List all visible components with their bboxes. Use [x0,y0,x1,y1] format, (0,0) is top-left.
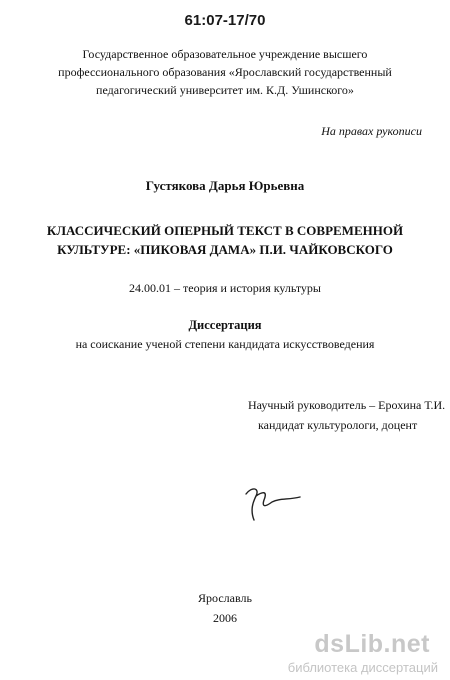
institution-block [0,45,450,99]
specialty-code: 24.00.01 – теория и история культуры [129,281,321,295]
rights-note: На правах рукописи [321,124,422,138]
city: Ярославль [198,591,252,605]
institution-line: профессионального образования «Ярославский государственный [58,65,392,79]
author-name: Густякова Дарья Юрьевна [145,178,305,193]
registry-code: 61:07-17/70 [184,12,266,29]
advisor-line: Научный руководитель – Ерохина Т.И. [248,398,446,412]
degree-line: на соискание ученой степени кандидата искусствоведения [75,337,375,351]
dissertation-title [0,221,450,259]
title-line: КУЛЬТУРЕ: «ПИКОВАЯ ДАМА» П.И. ЧАЙКОВСКОГО [57,242,393,257]
watermark-subtitle: библиотека диссертаций [287,660,438,675]
title-line: КЛАССИЧЕСКИЙ ОПЕРНЫЙ ТЕКСТ В СОВРЕМЕННОЙ [46,223,404,238]
watermark-logo: dsLib.net [314,630,430,658]
institution-line: Государственное образовательное учреждение высшего [82,47,368,61]
advisor-degree: кандидат культурологи, доцент [258,418,418,432]
handwritten-signature [242,480,304,524]
institution-line: педагогический университет им. К.Д. Ушинского» [96,83,354,97]
work-type: Диссертация [188,318,262,332]
dslib-watermark [254,630,444,676]
year: 2006 [213,611,237,625]
